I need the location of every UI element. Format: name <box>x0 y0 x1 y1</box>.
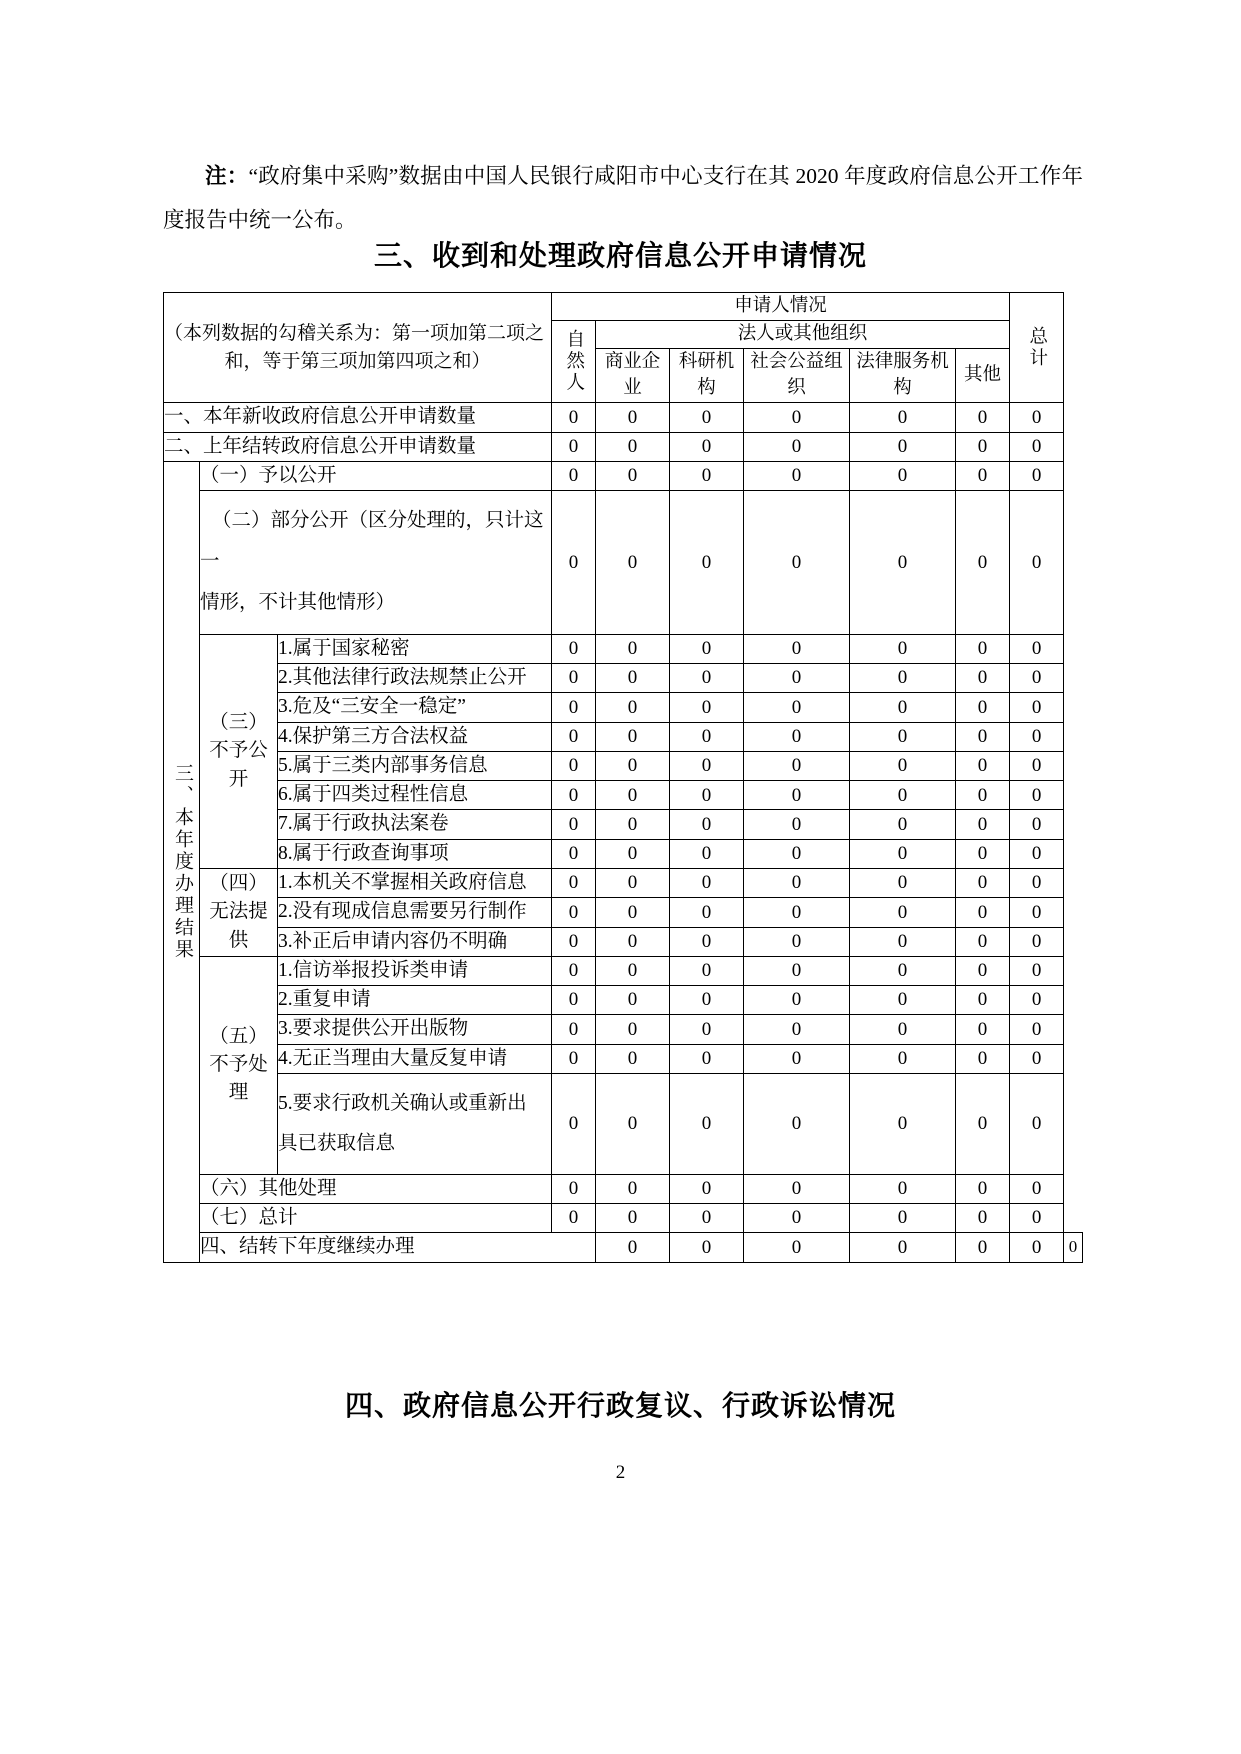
cell-value: 0 <box>670 461 744 490</box>
cell-value: 0 <box>956 1015 1010 1044</box>
cell-value: 0 <box>670 432 744 461</box>
cell-value: 0 <box>1010 722 1064 751</box>
cell-value: 0 <box>670 868 744 897</box>
cell-value: 0 <box>744 693 850 722</box>
row-label-new-applications: 一、本年新收政府信息公开申请数量 <box>164 403 552 432</box>
cell-value: 0 <box>1010 751 1064 780</box>
cell-value: 0 <box>956 693 1010 722</box>
subcategory-name: 无法提供 <box>209 901 268 951</box>
cell-value: 0 <box>670 751 744 780</box>
page-number: 2 <box>615 1462 626 1483</box>
cell-value: 0 <box>744 491 850 635</box>
cell-value: 0 <box>956 1204 1010 1233</box>
cell-value: 0 <box>552 956 596 985</box>
cell-value: 0 <box>596 1015 670 1044</box>
cell-value: 0 <box>956 403 1010 432</box>
cell-value: 0 <box>1010 927 1064 956</box>
cell-value: 0 <box>744 403 850 432</box>
cell-value: 0 <box>552 781 596 810</box>
cell-value: 0 <box>744 1174 850 1203</box>
cell-value: 0 <box>850 491 956 635</box>
cell-value: 0 <box>744 722 850 751</box>
table-intro-cell <box>164 293 552 403</box>
cell-value: 0 <box>850 634 956 663</box>
cell-value: 0 <box>596 1174 670 1203</box>
table-row <box>164 1015 1083 1044</box>
cell-value: 0 <box>956 810 1010 839</box>
cell-value: 0 <box>596 634 670 663</box>
cell-value: 0 <box>670 986 744 1015</box>
table-row <box>164 751 1083 780</box>
cell-value: 0 <box>670 693 744 722</box>
header-natural-person: 自然人 <box>552 320 596 402</box>
cell-value: 0 <box>850 898 956 927</box>
row-label-item: 2.其他法律行政法规禁止公开 <box>278 664 552 693</box>
cell-value: 0 <box>1010 461 1064 490</box>
cell-value: 0 <box>552 491 596 635</box>
table-row <box>164 927 1083 956</box>
row-label-carry-to-next-year: 四、结转下年度继续办理 <box>200 1233 596 1262</box>
cell-value: 0 <box>744 986 850 1015</box>
cell-value: 0 <box>1010 898 1064 927</box>
cell-value: 0 <box>596 693 670 722</box>
cell-value: 0 <box>552 634 596 663</box>
cell-value: 0 <box>596 956 670 985</box>
header-legal-service-org: 法律服务机构 <box>850 348 956 403</box>
cell-value: 0 <box>744 634 850 663</box>
cell-value: 0 <box>850 403 956 432</box>
note-label: 注： <box>205 163 249 188</box>
cell-value: 0 <box>552 461 596 490</box>
cell-value: 0 <box>1010 403 1064 432</box>
cell-value: 0 <box>596 868 670 897</box>
header-research-institution: 科研机构 <box>670 348 744 403</box>
cell-value: 0 <box>1010 986 1064 1015</box>
cell-value: 0 <box>670 898 744 927</box>
cell-value: 0 <box>1010 1015 1064 1044</box>
cell-value: 0 <box>744 461 850 490</box>
cell-value: 0 <box>552 868 596 897</box>
cell-value: 0 <box>850 664 956 693</box>
cell-value: 0 <box>596 986 670 1015</box>
cell-value: 0 <box>596 664 670 693</box>
intro-line-1: （本列数据的勾稽关系为：第一项加第二项之 <box>164 323 545 345</box>
subcategory-not-processed <box>200 956 278 1174</box>
cell-value: 0 <box>850 1044 956 1073</box>
header-other: 其他 <box>956 348 1010 403</box>
cell-value: 0 <box>956 751 1010 780</box>
header-applicant-group: 申请人情况 <box>552 293 1010 321</box>
cell-value: 0 <box>744 1233 850 1262</box>
cell-value: 0 <box>1010 693 1064 722</box>
cell-value: 0 <box>552 810 596 839</box>
table-row <box>164 956 1083 985</box>
cell-value: 0 <box>850 839 956 868</box>
table-row <box>164 432 1083 461</box>
cell-value: 0 <box>1064 1233 1083 1262</box>
cell-value: 0 <box>744 898 850 927</box>
cell-value: 0 <box>552 403 596 432</box>
row-label-partially-disclosed <box>200 491 552 635</box>
table-row <box>164 693 1083 722</box>
cell-value: 0 <box>956 1044 1010 1073</box>
cell-value: 0 <box>596 491 670 635</box>
table-row <box>164 634 1083 663</box>
cell-value: 0 <box>670 781 744 810</box>
cell-value: 0 <box>956 898 1010 927</box>
page-title-section-three: 三、收到和处理政府信息公开申请情况 <box>373 239 867 272</box>
note-text: “政府集中采购”数据由中国人民银行咸阳市中心支行在其 2020 年度政府信息公开工作年度报告中统一公布。 <box>163 163 1083 232</box>
cell-value: 0 <box>850 986 956 1015</box>
cell-value: 0 <box>1010 781 1064 810</box>
cell-value: 0 <box>956 1073 1010 1174</box>
cell-value: 0 <box>850 1233 956 1262</box>
cell-value: 0 <box>552 751 596 780</box>
cell-value: 0 <box>1010 1204 1064 1233</box>
cell-value: 0 <box>1010 1073 1064 1174</box>
partial-disclosure-line-2: 情形，不计其他情形） <box>200 591 396 613</box>
cell-value: 0 <box>956 1233 1010 1262</box>
cell-value: 0 <box>850 781 956 810</box>
cell-value: 0 <box>1010 432 1064 461</box>
cell-value: 0 <box>552 898 596 927</box>
cell-value: 0 <box>552 839 596 868</box>
cell-value: 0 <box>744 432 850 461</box>
cell-value: 0 <box>1010 491 1064 635</box>
cell-value: 0 <box>552 1204 596 1233</box>
cell-value: 0 <box>850 693 956 722</box>
cell-value: 0 <box>596 839 670 868</box>
cell-value: 0 <box>956 986 1010 1015</box>
cell-value: 0 <box>670 1174 744 1203</box>
cell-value: 0 <box>596 1073 670 1174</box>
cell-value: 0 <box>956 781 1010 810</box>
cell-value: 0 <box>552 693 596 722</box>
table-row <box>164 898 1083 927</box>
cell-value: 0 <box>670 839 744 868</box>
cell-value: 0 <box>1010 664 1064 693</box>
cell-value: 0 <box>956 491 1010 635</box>
cell-value: 0 <box>744 751 850 780</box>
cell-value: 0 <box>552 927 596 956</box>
table-row <box>164 722 1083 751</box>
cell-value: 0 <box>956 432 1010 461</box>
row-label-item: 8.属于行政查询事项 <box>278 839 552 868</box>
row-label-item: 4.无正当理由大量反复申请 <box>278 1044 552 1073</box>
cell-value: 0 <box>1010 956 1064 985</box>
row-label-item: 1.信访举报投诉类申请 <box>278 956 552 985</box>
cell-value: 0 <box>850 810 956 839</box>
cell-value: 0 <box>850 432 956 461</box>
subcategory-index: （四） <box>209 872 268 894</box>
cell-value: 0 <box>956 1174 1010 1203</box>
subcategory-not-disclosed <box>200 634 278 868</box>
cell-value: 0 <box>670 1044 744 1073</box>
header-business-enterprise: 商业企业 <box>596 348 670 403</box>
row-label-disclosed: （一）予以公开 <box>200 461 552 490</box>
cell-value: 0 <box>744 1073 850 1174</box>
table-row <box>164 868 1083 897</box>
subcategory-name: 不予公开 <box>209 740 268 790</box>
header-public-welfare-org: 社会公益组织 <box>744 348 850 403</box>
note-paragraph <box>163 154 1083 242</box>
cell-value: 0 <box>744 810 850 839</box>
cell-value: 0 <box>670 403 744 432</box>
cell-value: 0 <box>596 461 670 490</box>
table-row <box>164 839 1083 868</box>
cell-value: 0 <box>596 1204 670 1233</box>
cell-value: 0 <box>744 839 850 868</box>
cell-value: 0 <box>956 664 1010 693</box>
cell-value: 0 <box>1010 1044 1064 1073</box>
cell-value: 0 <box>552 1174 596 1203</box>
cell-value: 0 <box>744 927 850 956</box>
table-row <box>164 986 1083 1015</box>
cell-value: 0 <box>1010 839 1064 868</box>
cell-value: 0 <box>850 1073 956 1174</box>
cell-value: 0 <box>850 956 956 985</box>
cell-value: 0 <box>850 461 956 490</box>
row-label-item: 7.属于行政执法案卷 <box>278 810 552 839</box>
cell-value: 0 <box>596 810 670 839</box>
cell-value: 0 <box>670 1204 744 1233</box>
cell-value: 0 <box>956 722 1010 751</box>
cell-value: 0 <box>596 781 670 810</box>
cell-value: 0 <box>670 634 744 663</box>
row-label-item: 3.危及“三安全一稳定” <box>278 693 552 722</box>
row-label-item: 3.要求提供公开出版物 <box>278 1015 552 1044</box>
row-label-item: 3.补正后申请内容仍不明确 <box>278 927 552 956</box>
cell-value: 0 <box>744 781 850 810</box>
cell-value: 0 <box>744 1044 850 1073</box>
cell-value: 0 <box>596 751 670 780</box>
cell-value: 0 <box>596 1044 670 1073</box>
table-row <box>164 781 1083 810</box>
cell-value: 0 <box>552 1015 596 1044</box>
item-line-2: 具已获取信息 <box>278 1132 396 1154</box>
application-statistics-table <box>163 292 1083 1263</box>
row-label-item: 4.保护第三方合法权益 <box>278 722 552 751</box>
cell-value: 0 <box>1010 1174 1064 1203</box>
cell-value: 0 <box>596 1233 670 1262</box>
row-label-item: 5.属于三类内部事务信息 <box>278 751 552 780</box>
cell-value: 0 <box>670 1233 744 1262</box>
cell-value: 0 <box>956 839 1010 868</box>
table-row <box>164 461 1083 490</box>
table-row <box>164 1044 1083 1073</box>
table-row <box>164 1174 1083 1203</box>
cell-value: 0 <box>596 722 670 751</box>
row-label-item: 1.属于国家秘密 <box>278 634 552 663</box>
cell-value: 0 <box>552 1073 596 1174</box>
cell-value: 0 <box>552 722 596 751</box>
table-row <box>164 403 1083 432</box>
cell-value: 0 <box>1010 868 1064 897</box>
page-title-section-four: 四、政府信息公开行政复议、行政诉讼情况 <box>344 1389 896 1422</box>
cell-value: 0 <box>850 1204 956 1233</box>
cell-value: 0 <box>552 986 596 1015</box>
cell-value: 0 <box>670 956 744 985</box>
cell-value: 0 <box>956 956 1010 985</box>
cell-value: 0 <box>1010 634 1064 663</box>
table-header-row-1 <box>164 293 1083 321</box>
cell-value: 0 <box>552 664 596 693</box>
row-label-item: 1.本机关不掌握相关政府信息 <box>278 868 552 897</box>
cell-value: 0 <box>670 1073 744 1174</box>
cell-value: 0 <box>850 722 956 751</box>
subcategory-index: （三） <box>209 712 268 734</box>
cell-value: 0 <box>744 664 850 693</box>
cell-value: 0 <box>956 927 1010 956</box>
intro-line-2: 和，等于第三项加第四项之和） <box>224 350 491 372</box>
cell-value: 0 <box>596 403 670 432</box>
cell-value: 0 <box>744 1015 850 1044</box>
table-row <box>164 1204 1083 1233</box>
cell-value: 0 <box>670 664 744 693</box>
cell-value: 0 <box>850 868 956 897</box>
subcategory-unable-to-provide <box>200 868 278 956</box>
partial-disclosure-line-1: （二）部分公开（区分处理的，只计这一 <box>200 510 544 572</box>
cell-value: 0 <box>850 1174 956 1203</box>
cell-value: 0 <box>596 898 670 927</box>
row-label-item <box>278 1073 552 1174</box>
cell-value: 0 <box>596 432 670 461</box>
row-label-item: 6.属于四类过程性信息 <box>278 781 552 810</box>
cell-value: 0 <box>670 927 744 956</box>
row-label-annual-processing-results: 三、本年度办理结果 <box>164 461 200 1262</box>
cell-value: 0 <box>670 1015 744 1044</box>
cell-value: 0 <box>850 751 956 780</box>
table-row <box>164 491 1083 635</box>
row-label-carried-over-applications: 二、上年结转政府信息公开申请数量 <box>164 432 552 461</box>
cell-value: 0 <box>744 956 850 985</box>
cell-value: 0 <box>956 461 1010 490</box>
subcategory-index: （五） <box>209 1025 268 1047</box>
cell-value: 0 <box>850 1015 956 1044</box>
cell-value: 0 <box>1010 1233 1064 1262</box>
cell-value: 0 <box>670 722 744 751</box>
cell-value: 0 <box>956 634 1010 663</box>
header-total: 总计 <box>1010 293 1064 403</box>
table-row <box>164 1233 1083 1262</box>
cell-value: 0 <box>1010 810 1064 839</box>
cell-value: 0 <box>956 868 1010 897</box>
cell-value: 0 <box>552 1044 596 1073</box>
table-row <box>164 1073 1083 1174</box>
cell-value: 0 <box>850 927 956 956</box>
table-row <box>164 664 1083 693</box>
row-label-subtotal: （七）总计 <box>200 1204 552 1233</box>
cell-value: 0 <box>744 1204 850 1233</box>
cell-value: 0 <box>596 927 670 956</box>
header-legal-entity-group: 法人或其他组织 <box>596 320 1010 348</box>
row-label-item: 2.重复申请 <box>278 986 552 1015</box>
subcategory-name: 不予处理 <box>209 1054 268 1104</box>
item-line-1: 5.要求行政机关确认或重新出 <box>278 1092 527 1114</box>
cell-value: 0 <box>552 432 596 461</box>
table-row <box>164 810 1083 839</box>
cell-value: 0 <box>744 868 850 897</box>
row-label-item: 2.没有现成信息需要另行制作 <box>278 898 552 927</box>
cell-value: 0 <box>670 810 744 839</box>
row-label-other-processing: （六）其他处理 <box>200 1174 552 1203</box>
cell-value: 0 <box>670 491 744 635</box>
